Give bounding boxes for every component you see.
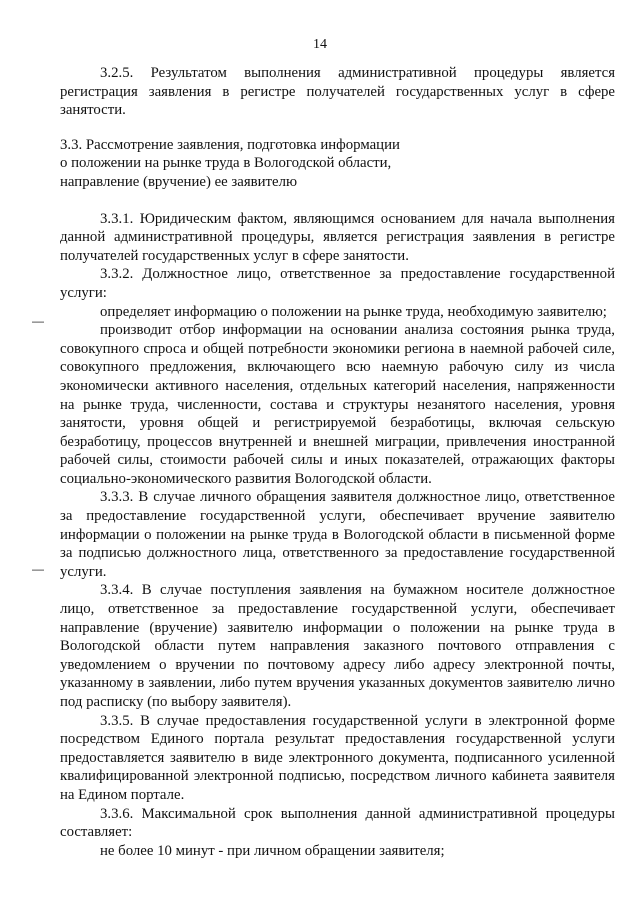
paragraph-3-3-3: 3.3.3. В случае личного обращения заявителя должностное лицо, ответственное за предоставление государственной услуги, обеспечивает вручение заявителю информации о положении на рынке труда в Вологодской области в письменной форме за подписью должностного лица, ответственного за предоставление государственной услуги. [60,489,615,580]
paragraph-3-3-2-item-1: определяет информацию о положении на рынке труда, необходимую заявителю; [100,303,607,320]
margin-mark: — [32,562,44,576]
heading-line: 3.3. Рассмотрение заявления, подготовка информации [60,136,400,153]
paragraph-3-3-2: 3.3.2. Должностное лицо, ответственное за предоставление государственной услуги: [60,266,615,301]
page-number: 14 [313,37,327,52]
paragraph-3-3-1: 3.3.1. Юридическим фактом, являющимся основанием для начала выполнения данной административной процедуры, является регистрация заявления в регистре получателей государственных услуг в сфере занятости. [60,210,615,264]
margin-mark: — [32,314,44,328]
heading-line: направление (вручение) ее заявителю [60,173,298,190]
heading-line: о положении на рынке труда в Вологодской области, [60,155,392,172]
section-heading-3-3 [60,136,615,192]
paragraph-3-3-2-item-2: производит отбор информации на основании анализа состояния рынка труда, совокупного спроса и общей потребности экономики региона в наемной рабочей силе, совокупного предложения, включающего всю наемную рабочую силу из числа экономически активного населения, отдельных категорий населения, напряженности на рынке труда, численности, состава и структуры незанятого населения, уровня занятости, уровня общей и регистрируемой безработицы, включая сельскую безработицу, процессов внутренней и внешней миграции, привлечения иностранной рабочей силы, стоимости рабочей силы и иных показателей, отражающих факторы социально-экономического развития Вологодской области. [60,322,615,487]
paragraph-3-3-6-item-1: не более 10 минут - при личном обращении заявителя; [100,842,445,859]
document-body [60,64,615,860]
paragraph-3-2-5: 3.2.5. Результатом выполнения административной процедуры является регистрация заявления в регистре получателей государственных услуг в сфере занятости. [60,65,615,119]
paragraph-3-3-5: 3.3.5. В случае предоставления государственной услуги в электронной форме посредством Единого портала результат предоставления государственной услуги предоставляется заявителю в виде электронного документа, подписанного усиленной квалифицированной электронной подписью, посредством личного кабинета заявителя на Едином портале. [60,712,615,803]
paragraph-3-3-4: 3.3.4. В случае поступления заявления на бумажном носителе должностное лицо, ответственное за предоставление государственной услуги, обеспечивает направление (вручение) заявителю информации о положении на рынке труда в Вологодской области путем направления заказного почтового отправления с уведомлением о вручении по почтовому адресу либо адресу электронной почты, указанному в заявлении, либо путем вручения указанных документов заявителю лично под расписку (по выбору заявителя). [60,582,615,710]
paragraph-3-3-6: 3.3.6. Максимальной срок выполнения данной административной процедуры составляет: [60,805,615,841]
